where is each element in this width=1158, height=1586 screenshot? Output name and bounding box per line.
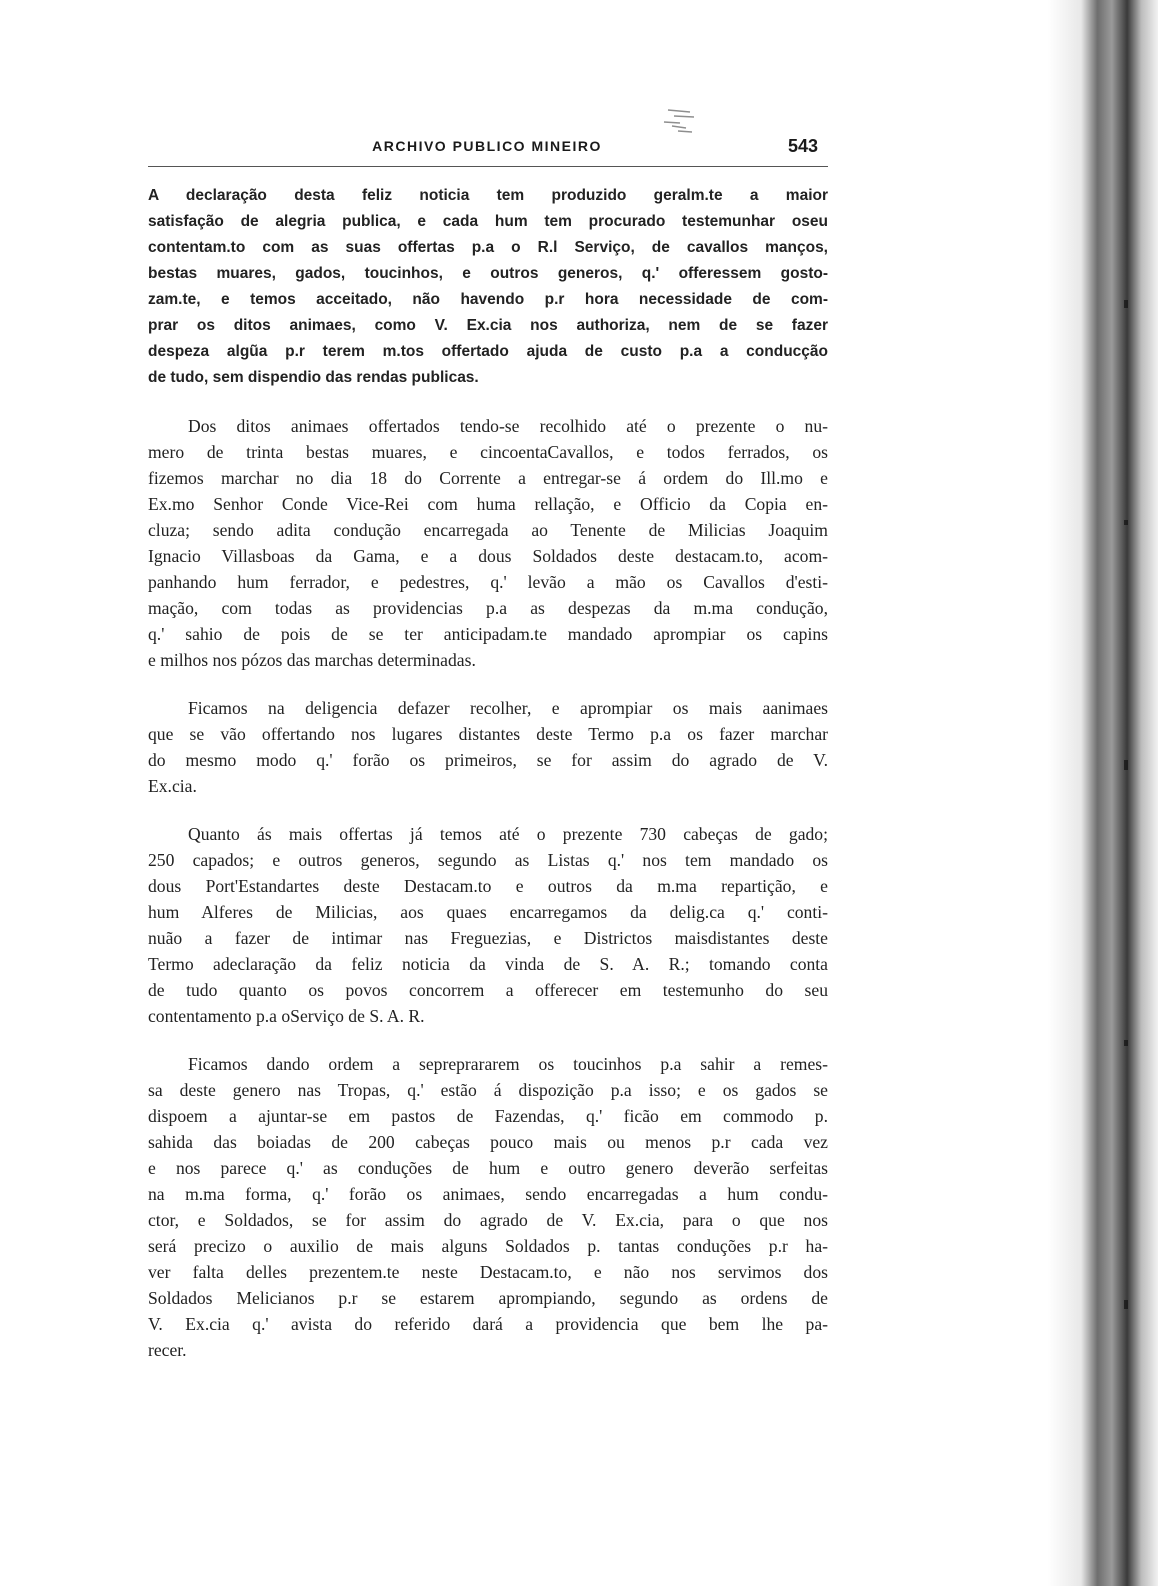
text-line: Ex.cia. [148,776,197,796]
text-line: e milhos nos pózos das marchas determinadas. [148,650,476,670]
text-line: A declaração desta feliz noticia tem produzido geralm.te a maior [148,187,828,204]
text-line: e nos parece q.' as conduções de hum e outro genero deverão serfeitas [148,1158,828,1178]
text-line: de tudo, sem dispendio das rendas publicas. [148,369,479,386]
text-line: ctor, e Soldados, se for assim do agrado de V. Ex.cia, para o que nos [148,1210,828,1230]
text-line: recer. [148,1340,187,1360]
text-line: cluza; sendo adita condução encarregada ao Tenente de Milicias Joaquim [148,520,828,540]
text-line: panhando hum ferrador, e pedestres, q.' levão a mão os Cavallos d'esti- [148,572,828,592]
text-line: fizemos marchar no dia 18 do Corrente a entregar-se á ordem do Ill.mo e [148,468,828,488]
text-line: de tudo quanto os povos concorrem a offerecer em testemunho do seu [148,980,828,1000]
text-line: contentamento p.a oServiço de S. A. R. [148,1006,425,1026]
text-line: zam.te, e temos acceitado, não havendo p.r hora necessidade de com- [148,291,828,308]
text-line: V. Ex.cia q.' avista do referido dará a providencia que bem lhe pa- [148,1314,828,1334]
text-line: ver falta delles prezentem.te neste Destacam.to, e não nos servimos dos [148,1262,828,1282]
text-line: 250 capados; e outros generos, segundo as Listas q.' nos tem mandado os [148,850,828,870]
text-line: Ignacio Villasboas da Gama, e a dous Soldados deste destacam.to, acom- [148,546,828,566]
text-line: sa deste genero nas Tropas, q.' estão á dispozição p.a isso; e os gados se [148,1080,828,1100]
body-text [148,183,828,1385]
text-line: Ficamos na deligencia defazer recolher, e aprompiar os mais aanimaes [188,698,828,718]
text-line: bestas muares, gados, toucinhos, e outros generos, q.' offeressem gosto- [148,265,828,282]
paragraph [148,695,828,799]
text-line: Dos ditos animaes offertados tendo-se recolhido até o prezente o nu- [188,416,828,436]
text-line: nuão a fazer de intimar nas Freguezias, e Districtos maisdistantes deste [148,928,828,948]
paragraph [148,821,828,1029]
text-line: hum Alferes de Milicias, aos quaes encarregamos da delig.ca q.' conti- [148,902,828,922]
text-line: Ex.mo Senhor Conde Vice-Rei com huma rellação, e Officio da Copia en- [148,494,828,514]
header-rule [148,166,828,167]
page-header [148,138,826,162]
text-line: despeza algũa p.r terem m.tos offertado ajuda de custo p.a a conducção [148,343,828,360]
text-line: na m.ma forma, q.' forão os animaes, sendo encarregadas a hum condu- [148,1184,828,1204]
running-title: ARCHIVO PUBLICO MINEIRO [372,138,602,154]
text-line: contentam.to com as suas offertas p.a o R.l Serviço, de cavallos manços, [148,239,828,256]
paragraph [148,1051,828,1363]
text-line: Termo adeclaração da feliz noticia da vinda de S. A. R.; tomando conta [148,954,828,974]
text-line: satisfação de alegria publica, e cada hum tem procurado testemunhar oseu [148,213,828,230]
text-line: dispoem a ajuntar-se em pastos de Fazendas, q.' ficão em commodo p. [148,1106,828,1126]
text-line: será precizo o auxilio de mais alguns Soldados p. tantas conduções p.r ha- [148,1236,828,1256]
scan-binding-edge [1048,0,1158,1586]
paragraph [148,183,828,391]
text-line: dous Port'Estandartes deste Destacam.to e outros da m.ma repartição, e [148,876,828,896]
text-line: mação, com todas as providencias p.a as despezas da m.ma condução, [148,598,828,618]
text-line: Ficamos dando ordem a sepreprararem os toucinhos p.a sahir a remes- [188,1054,828,1074]
text-line: mero de trinta bestas muares, e cincoentaCavallos, e todos ferrados, os [148,442,828,462]
text-line: do mesmo modo q.' forão os primeiros, se for assim do agrado de V. [148,750,828,770]
text-line: q.' sahio de pois de se ter anticipadam.te mandado aprompiar os capins [148,624,828,644]
paragraph [148,413,828,673]
text-line: prar os ditos animaes, como V. Ex.cia nos authoriza, nem de se fazer [148,317,828,334]
text-line: Soldados Melicianos p.r se estarem aprompiando, segundo as ordens de [148,1288,828,1308]
text-line: sahida das boiadas de 200 cabeças pouco mais ou menos p.r cada vez [148,1132,828,1152]
text-line: que se vão offertando nos lugares distantes deste Termo p.a os fazer marchar [148,724,828,744]
page-number: 543 [787,136,818,156]
ink-smudge [650,108,698,134]
text-line: Quanto ás mais offertas já temos até o prezente 730 cabeças de gado; [188,824,828,844]
